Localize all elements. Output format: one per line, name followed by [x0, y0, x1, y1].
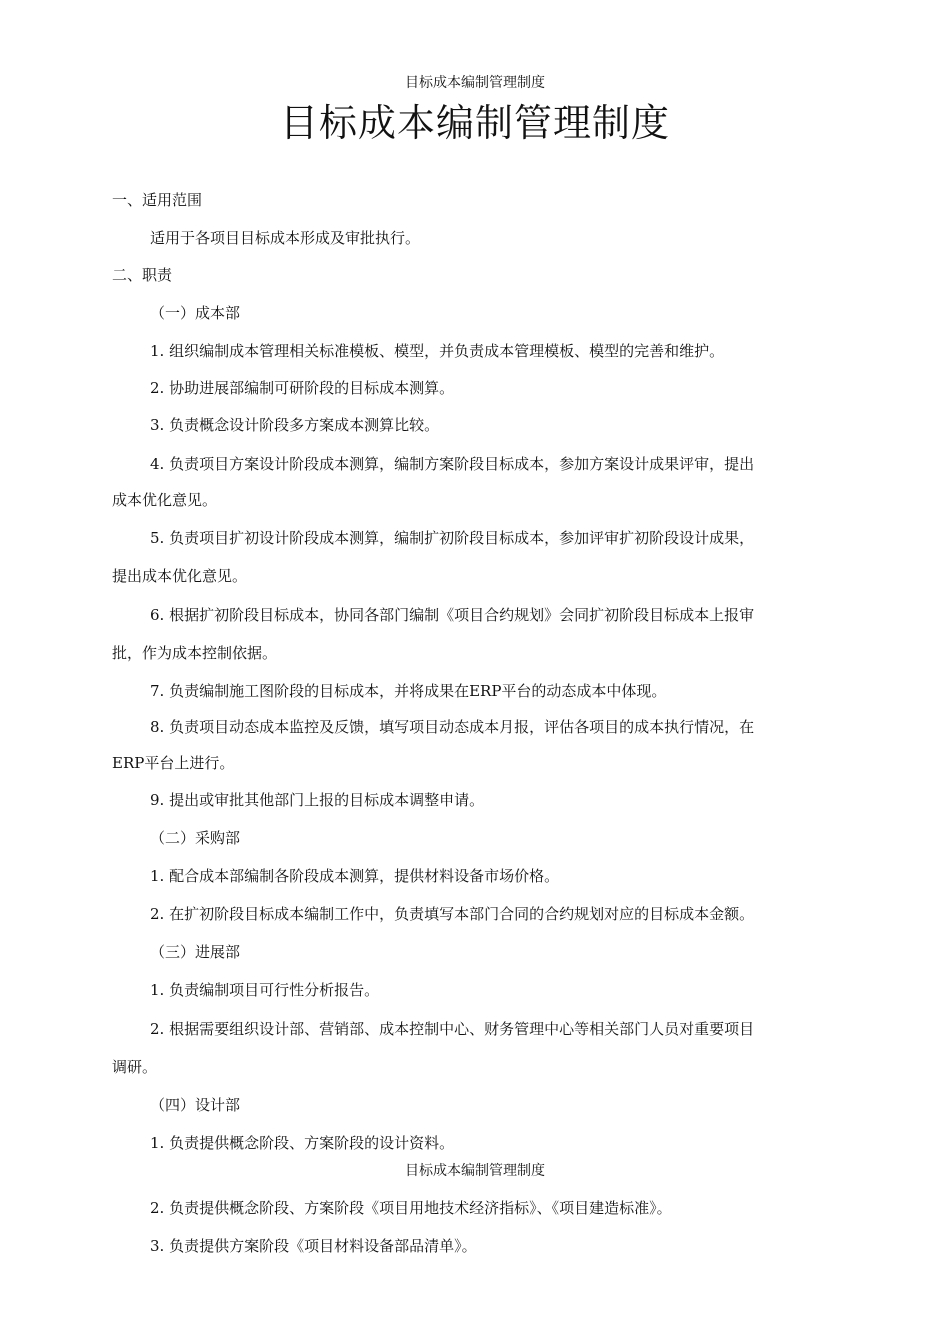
- list-item: 9. 提出或审批其他部门上报的目标成本调整申请。: [150, 791, 485, 809]
- list-item-continuation: 提出成本优化意见。: [112, 567, 248, 585]
- list-item: 3. 负责提供方案阶段《项目材料设备部品清单》。: [150, 1237, 477, 1255]
- list-item: 5. 负责项目扩初设计阶段成本测算，编制扩初阶段目标成本，参加评审扩初阶段设计成果，: [150, 529, 755, 547]
- list-item: 1. 组织编制成本管理相关标准模板、模型，并负责成本管理模板、模型的完善和维护。: [150, 342, 725, 360]
- list-item: 1. 配合成本部编制各阶段成本测算，提供材料设备市场价格。: [150, 867, 560, 885]
- list-item: 2. 协助进展部编制可研阶段的目标成本测算。: [150, 379, 455, 397]
- list-item-continuation: 调研。: [112, 1058, 158, 1076]
- list-item-continuation: 成本优化意见。: [112, 491, 218, 509]
- list-item: 2. 负责提供概念阶段、方案阶段《项目用地技术经济指标》、《项目建造标准》。: [150, 1199, 672, 1217]
- list-item: 8. 负责项目动态成本监控及反馈，填写项目动态成本月报，评估各项目的成本执行情况，在: [150, 718, 755, 736]
- list-item: 1. 负责编制项目可行性分析报告。: [150, 981, 380, 999]
- page-header: 目标成本编制管理制度: [405, 75, 545, 91]
- subsection-heading: （一）成本部: [150, 304, 241, 322]
- list-item: 2. 根据需要组织设计部、营销部、成本控制中心、财务管理中心等相关部门人员对重要项目: [150, 1020, 755, 1038]
- list-item: 3. 负责概念设计阶段多方案成本测算比较。: [150, 416, 440, 434]
- section-heading: 一、适用范围: [112, 191, 203, 209]
- list-item: 2. 在扩初阶段目标成本编制工作中，负责填写本部门合同的合约规划对应的目标成本金额。: [150, 905, 755, 923]
- list-item-continuation: ERP平台上进行。: [112, 754, 235, 772]
- subsection-heading: （二）采购部: [150, 829, 241, 847]
- page-header: 目标成本编制管理制度: [405, 1163, 545, 1179]
- list-item: 7. 负责编制施工图阶段的目标成本，并将成果在ERP平台的动态成本中体现。: [150, 682, 667, 700]
- section-heading: 二、职责: [112, 266, 173, 284]
- list-item: 1. 负责提供概念阶段、方案阶段的设计资料。: [150, 1134, 455, 1152]
- subsection-heading: （四）设计部: [150, 1096, 241, 1114]
- document-title: 目标成本编制管理制度: [279, 101, 670, 145]
- list-item: 6. 根据扩初阶段目标成本，协同各部门编制《项目合约规划》会同扩初阶段目标成本上报审: [150, 606, 755, 624]
- subsection-heading: （三）进展部: [150, 943, 241, 961]
- list-item: 4. 负责项目方案设计阶段成本测算，编制方案阶段目标成本，参加方案设计成果评审，提出: [150, 455, 755, 473]
- paragraph: 适用于各项目目标成本形成及审批执行。: [150, 229, 421, 247]
- list-item-continuation: 批，作为成本控制依据。: [112, 644, 278, 662]
